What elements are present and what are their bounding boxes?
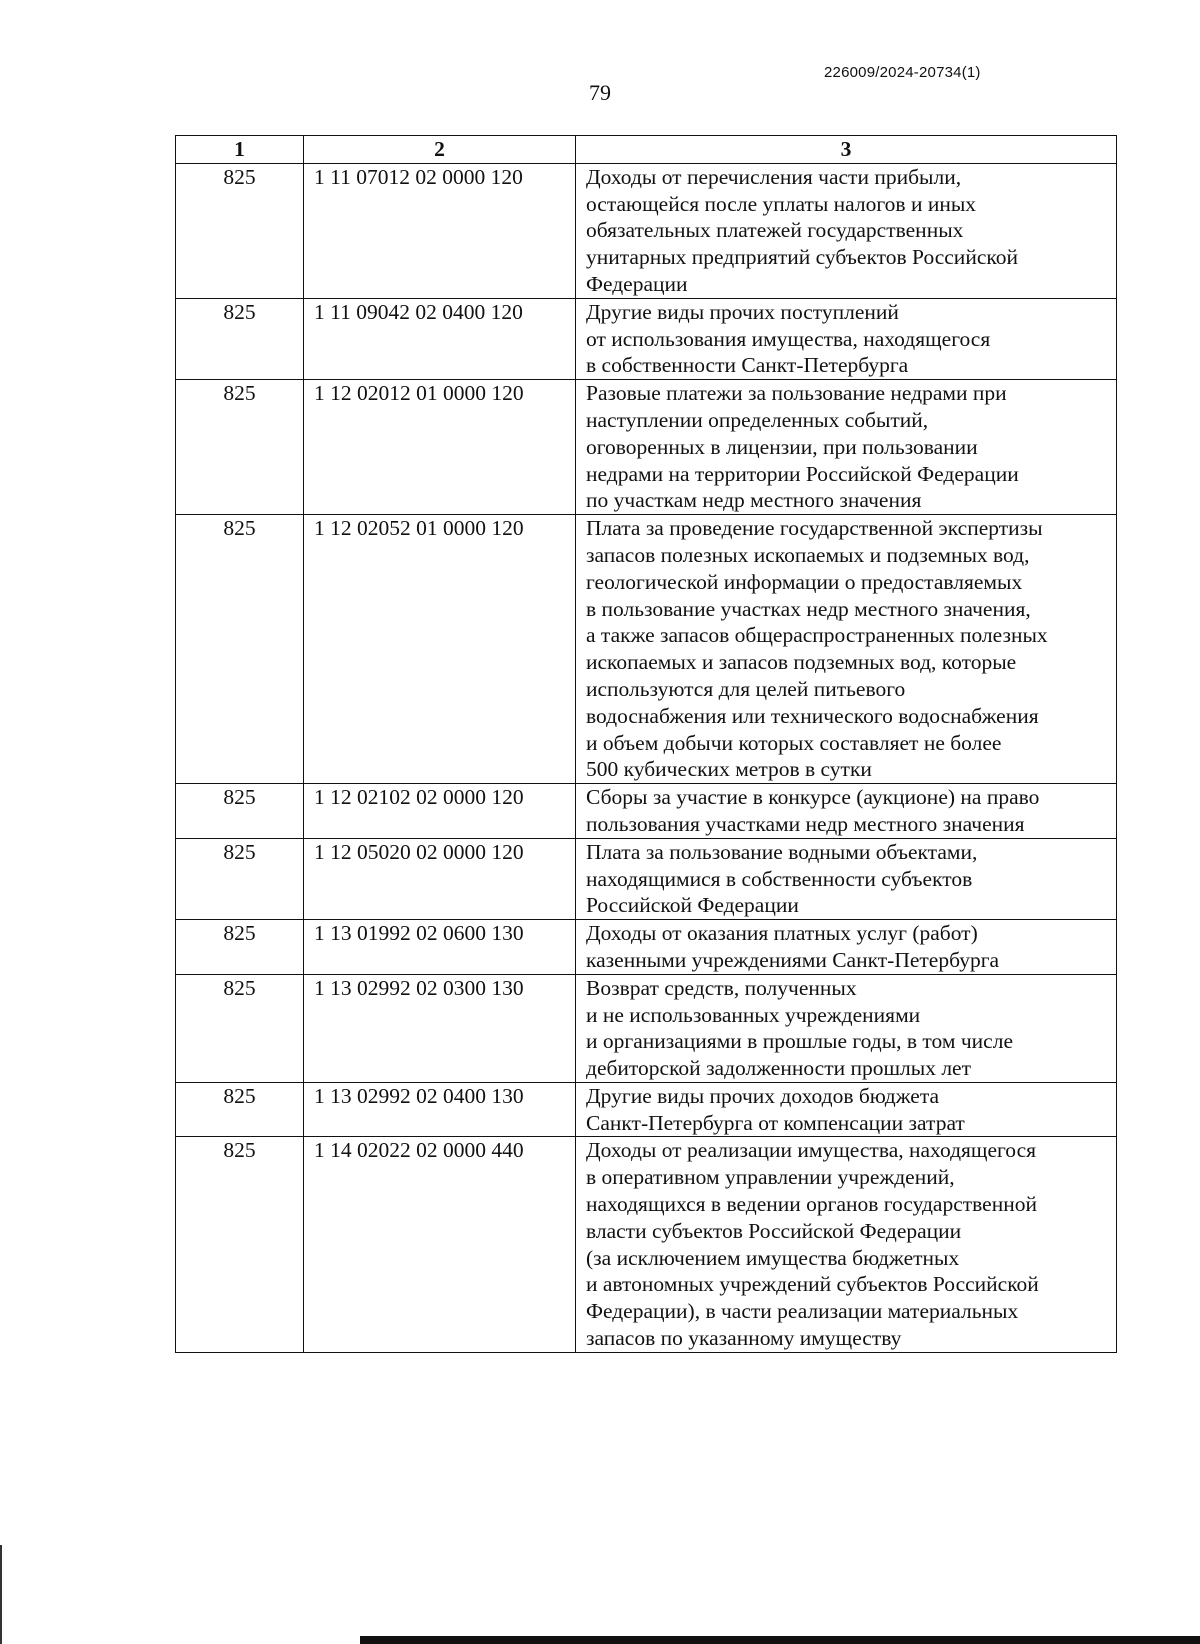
administrator-code-cell: 825	[176, 784, 304, 839]
administrator-code-cell: 825	[176, 515, 304, 784]
revenue-description-cell	[576, 163, 1117, 298]
table-row	[176, 1082, 1117, 1137]
description-line: власти субъектов Российской Федерации	[586, 1218, 962, 1243]
description-line: (за исключением имущества бюджетных	[586, 1245, 960, 1270]
column-header-2: 2	[304, 136, 576, 164]
description-line: и организациями в прошлые годы, в том числе	[586, 1029, 1013, 1054]
description-line: Плата за проведение государственной экспертизы	[586, 516, 1043, 541]
description-line: унитарных предприятий субъектов Российской	[586, 245, 1018, 270]
table-row	[176, 920, 1117, 975]
revenue-description-cell	[576, 784, 1117, 839]
revenue-description-cell	[576, 974, 1117, 1082]
scan-bottom-bar	[360, 1636, 1200, 1644]
description-line: в пользование участках недр местного значения,	[586, 596, 1031, 621]
description-line: запасов по указанному имуществу	[586, 1326, 902, 1351]
description-line: Федерации), в части реализации материальных	[586, 1299, 1019, 1324]
table-row	[176, 838, 1117, 919]
description-line: Санкт-Петербурга от компенсации затрат	[586, 1110, 965, 1135]
table-row	[176, 784, 1117, 839]
table-row	[176, 380, 1117, 515]
description-line: пользования участками недр местного значения	[586, 811, 1025, 836]
budget-classification-code-cell: 1 13 02992 02 0300 130	[304, 974, 576, 1082]
revenue-description-cell	[576, 380, 1117, 515]
description-line: запасов полезных ископаемых и подземных вод,	[586, 542, 1030, 567]
table-row	[176, 163, 1117, 298]
budget-classification-code-cell: 1 12 02052 01 0000 120	[304, 515, 576, 784]
scan-edge-mark	[0, 1545, 2, 1644]
column-header-3: 3	[576, 136, 1117, 164]
administrator-code-cell: 825	[176, 838, 304, 919]
budget-classification-code-cell: 1 12 05020 02 0000 120	[304, 838, 576, 919]
description-line: и автономных учреждений субъектов Российской	[586, 1272, 1039, 1297]
description-line: а также запасов общераспространенных полезных	[586, 623, 1048, 648]
description-line: дебиторской задолженности прошлых лет	[586, 1056, 971, 1081]
description-line: Доходы от перечисления части прибыли,	[586, 164, 962, 189]
revenue-description-cell	[576, 1082, 1117, 1137]
document-registration-number: 226009/2024-20734(1)	[824, 64, 981, 81]
column-header-1: 1	[176, 136, 304, 164]
description-line: используются для целей питьевого	[586, 676, 906, 701]
description-line: Возврат средств, полученных	[586, 975, 857, 1000]
description-line: в оперативном управлении учреждений,	[586, 1165, 955, 1190]
table-row	[176, 515, 1117, 784]
description-line: находящимися в собственности субъектов	[586, 866, 973, 891]
description-line: Разовые платежи за пользование недрами при	[586, 381, 1007, 406]
administrator-code-cell: 825	[176, 920, 304, 975]
revenue-codes-table	[175, 135, 1117, 1353]
revenue-description-cell	[576, 1137, 1117, 1352]
description-line: Доходы от реализации имущества, находящегося	[586, 1138, 1037, 1163]
description-line: находящихся в ведении органов государственной	[586, 1192, 1037, 1217]
budget-classification-code-cell: 1 13 02992 02 0400 130	[304, 1082, 576, 1137]
description-line: казенными учреждениями Санкт-Петербурга	[586, 947, 1000, 972]
administrator-code-cell: 825	[176, 974, 304, 1082]
description-line: Другие виды прочих доходов бюджета	[586, 1083, 940, 1108]
budget-classification-code-cell: 1 12 02102 02 0000 120	[304, 784, 576, 839]
revenue-description-cell	[576, 298, 1117, 379]
page-number: 79	[589, 80, 611, 105]
description-line: ископаемых и запасов подземных вод, которые	[586, 650, 1017, 675]
budget-classification-code-cell: 1 11 07012 02 0000 120	[304, 163, 576, 298]
table-row	[176, 974, 1117, 1082]
budget-classification-code-cell: 1 11 09042 02 0400 120	[304, 298, 576, 379]
revenue-description-cell	[576, 515, 1117, 784]
description-line: и объем добычи которых составляет не более	[586, 730, 1002, 755]
description-line: Российской Федерации	[586, 893, 799, 918]
description-line: остающейся после уплаты налогов и иных	[586, 191, 977, 216]
budget-classification-code-cell: 1 13 01992 02 0600 130	[304, 920, 576, 975]
table-row	[176, 1137, 1117, 1352]
administrator-code-cell: 825	[176, 298, 304, 379]
description-line: Плата за пользование водными объектами,	[586, 839, 978, 864]
table-header-row	[176, 136, 1117, 164]
table-row	[176, 298, 1117, 379]
administrator-code-cell: 825	[176, 380, 304, 515]
description-line: Другие виды прочих поступлений	[586, 299, 899, 324]
description-line: водоснабжения или технического водоснабжения	[586, 703, 1039, 728]
description-line: по участкам недр местного значения	[586, 488, 922, 513]
administrator-code-cell: 825	[176, 1137, 304, 1352]
description-line: Сборы за участие в конкурсе (аукционе) на право	[586, 785, 1040, 810]
administrator-code-cell: 825	[176, 1082, 304, 1137]
description-line: Федерации	[586, 271, 688, 296]
budget-classification-code-cell: 1 14 02022 02 0000 440	[304, 1137, 576, 1352]
description-line: недрами на территории Российской Федерации	[586, 461, 1019, 486]
description-line: Доходы от оказания платных услуг (работ)	[586, 921, 978, 946]
description-line: и не использованных учреждениями	[586, 1002, 921, 1027]
description-line: от использования имущества, находящегося	[586, 326, 991, 351]
administrator-code-cell: 825	[176, 163, 304, 298]
description-line: обязательных платежей государственных	[586, 218, 964, 243]
revenue-description-cell	[576, 920, 1117, 975]
description-line: в собственности Санкт-Петербурга	[586, 353, 909, 378]
budget-classification-code-cell: 1 12 02012 01 0000 120	[304, 380, 576, 515]
description-line: оговоренных в лицензии, при пользовании	[586, 434, 978, 459]
description-line: 500 кубических метров в сутки	[586, 757, 872, 782]
description-line: наступлении определенных событий,	[586, 407, 929, 432]
description-line: геологической информации о предоставляемых	[586, 569, 1023, 594]
revenue-description-cell	[576, 838, 1117, 919]
